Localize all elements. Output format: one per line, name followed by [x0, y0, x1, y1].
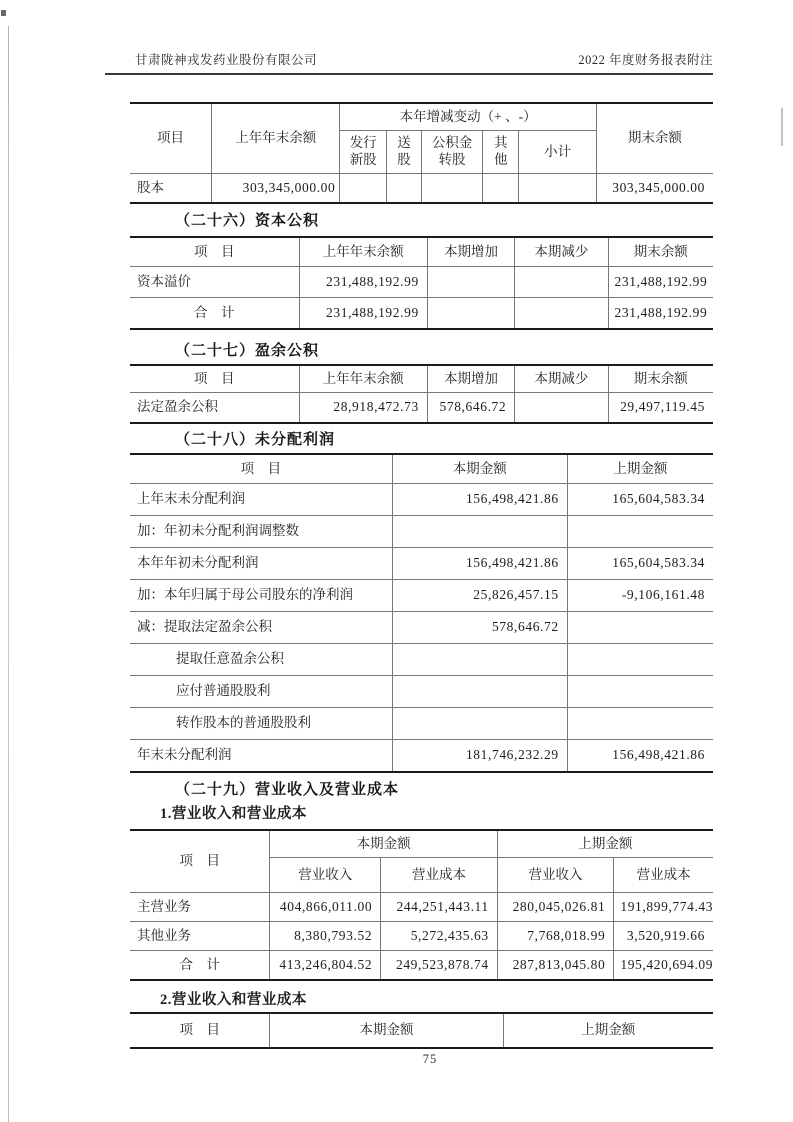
value-cell	[392, 708, 567, 740]
value-cell: 156,498,421.86	[392, 548, 567, 580]
item-cell: 转作股本的普通股股利	[130, 708, 392, 740]
table-row	[130, 267, 713, 298]
table-row	[130, 174, 713, 204]
value-cell: 280,045,026.81	[497, 893, 614, 922]
table-row	[130, 516, 713, 548]
value-cell: 303,345,000.00	[212, 174, 340, 204]
page-content	[130, 102, 713, 1049]
value-cell	[392, 676, 567, 708]
value-cell	[515, 393, 608, 424]
section-heading-surplus-reserve: （二十七）盈余公积	[175, 343, 320, 359]
value-cell	[567, 644, 713, 676]
column-header-cost: 营业成本	[614, 858, 713, 893]
table-row	[130, 708, 713, 740]
column-header-current-amount: 本期金额	[270, 1013, 503, 1048]
value-cell: 303,345,000.00	[596, 174, 713, 204]
revenue-cost-table	[130, 829, 713, 981]
column-header-decrease: 本期减少	[515, 237, 608, 267]
item-cell: 上年末未分配利润	[130, 484, 392, 516]
section-heading-undistributed-profit: （二十八）未分配利润	[175, 432, 336, 448]
table-row	[130, 612, 713, 644]
value-cell	[340, 174, 387, 204]
value-cell: 165,604,583.34	[567, 548, 713, 580]
value-cell	[421, 174, 482, 204]
value-cell: 165,604,583.34	[567, 484, 713, 516]
section-heading-capital-reserve: （二十六）资本公积	[175, 213, 320, 229]
column-header-ending-balance: 期末余额	[596, 103, 713, 174]
value-cell: 195,420,694.09	[614, 951, 713, 981]
column-header-reserve-conversion: 公积金转股	[421, 131, 482, 174]
table-row	[130, 548, 713, 580]
section-heading-operating-revenue: （二十九）营业收入及营业成本	[175, 782, 400, 798]
share-capital-table	[130, 102, 713, 204]
item-cell: 主营业务	[130, 893, 270, 922]
column-header-increase: 本期增加	[427, 237, 514, 267]
item-cell: 资本溢价	[130, 267, 299, 298]
value-cell: 7,768,018.99	[497, 922, 614, 951]
column-header-bonus-shares: 送股	[387, 131, 422, 174]
value-cell: 231,488,192.99	[299, 298, 427, 330]
value-cell	[427, 298, 514, 330]
column-header-other: 其他	[483, 131, 519, 174]
column-header-prior-balance: 上年年末余额	[299, 365, 427, 393]
value-cell	[515, 298, 608, 330]
table-row	[130, 740, 713, 773]
item-cell: 本年年初未分配利润	[130, 548, 392, 580]
item-cell: 提取任意盈余公积	[130, 644, 392, 676]
value-cell: 29,497,119.45	[608, 393, 713, 424]
table-row	[130, 393, 713, 424]
column-header-current-amount: 本期金额	[392, 454, 567, 484]
item-cell: 合 计	[130, 951, 270, 981]
column-header-revenue: 营业收入	[497, 858, 614, 893]
revenue-cost-table-2	[130, 1012, 713, 1049]
column-header-item: 项 目	[130, 1013, 270, 1048]
value-cell	[515, 267, 608, 298]
scan-artifact-right-mark	[781, 108, 783, 146]
value-cell	[519, 174, 597, 204]
table-row-total	[130, 951, 713, 981]
scan-artifact-left-line	[8, 26, 9, 1122]
value-cell: 156,498,421.86	[567, 740, 713, 773]
table-row	[130, 580, 713, 612]
item-cell: 年末未分配利润	[130, 740, 392, 773]
value-cell: 249,523,878.74	[381, 951, 498, 981]
column-header-current-amount: 本期金额	[270, 830, 497, 858]
column-header-item: 项 目	[130, 454, 392, 484]
value-cell: 231,488,192.99	[299, 267, 427, 298]
value-cell: 156,498,421.86	[392, 484, 567, 516]
column-header-item: 项 目	[130, 830, 270, 893]
value-cell: 287,813,045.80	[497, 951, 614, 981]
value-cell	[392, 516, 567, 548]
column-header-revenue: 营业收入	[270, 858, 381, 893]
document-title: 2022 年度财务报表附注	[578, 53, 713, 67]
item-cell: 其他业务	[130, 922, 270, 951]
item-cell: 应付普通股股利	[130, 676, 392, 708]
subsection-heading-revenue-1: 1.营业收入和营业成本	[160, 806, 307, 822]
item-cell: 法定盈余公积	[130, 393, 299, 424]
company-name: 甘肃陇神戎发药业股份有限公司	[135, 53, 318, 67]
column-header-prior-balance: 上年年末余额	[299, 237, 427, 267]
scan-artifact-speck	[1, 10, 6, 16]
column-header-cost: 营业成本	[381, 858, 498, 893]
column-header-item: 项 目	[130, 237, 299, 267]
table-row	[130, 893, 713, 922]
column-header-ending-balance: 期末余额	[608, 237, 713, 267]
value-cell: 578,646.72	[392, 612, 567, 644]
column-header-prior-amount: 上期金额	[503, 1013, 713, 1048]
value-cell: -9,106,161.48	[567, 580, 713, 612]
value-cell: 578,646.72	[427, 393, 514, 424]
table-row	[130, 484, 713, 516]
column-header-change-group: 本年增减变动（+ 、-）	[340, 103, 596, 131]
table-row	[130, 922, 713, 951]
value-cell	[567, 612, 713, 644]
value-cell	[567, 516, 713, 548]
value-cell: 231,488,192.99	[608, 267, 713, 298]
value-cell: 25,826,457.15	[392, 580, 567, 612]
undistributed-profit-table	[130, 453, 713, 773]
value-cell: 413,246,804.52	[270, 951, 381, 981]
column-header-item: 项目	[130, 103, 212, 174]
value-cell	[387, 174, 422, 204]
item-cell: 股本	[130, 174, 212, 204]
value-cell: 3,520,919.66	[614, 922, 713, 951]
column-header-prior-amount: 上期金额	[497, 830, 713, 858]
page-number: 75	[422, 1052, 438, 1066]
column-header-decrease: 本期减少	[515, 365, 608, 393]
column-header-prior-balance: 上年年末余额	[212, 103, 340, 174]
value-cell: 8,380,793.52	[270, 922, 381, 951]
column-header-ending-balance: 期末余额	[608, 365, 713, 393]
value-cell	[392, 644, 567, 676]
value-cell: 5,272,435.63	[381, 922, 498, 951]
header-rule	[105, 73, 713, 75]
value-cell	[483, 174, 519, 204]
page-header	[105, 50, 713, 68]
column-header-item: 项 目	[130, 365, 299, 393]
value-cell	[567, 676, 713, 708]
item-cell: 减：提取法定盈余公积	[130, 612, 392, 644]
value-cell: 244,251,443.11	[381, 893, 498, 922]
value-cell: 191,899,774.43	[614, 893, 713, 922]
item-cell: 合 计	[130, 298, 299, 330]
value-cell	[567, 708, 713, 740]
column-header-new-issue: 发行新股	[340, 131, 387, 174]
value-cell: 404,866,011.00	[270, 893, 381, 922]
surplus-reserve-table	[130, 364, 713, 424]
item-cell: 加：本年归属于母公司股东的净利润	[130, 580, 392, 612]
capital-reserve-table	[130, 236, 713, 330]
table-row	[130, 644, 713, 676]
table-row	[130, 676, 713, 708]
item-cell: 加：年初未分配利润调整数	[130, 516, 392, 548]
table-row-total	[130, 298, 713, 330]
value-cell: 231,488,192.99	[608, 298, 713, 330]
column-header-subtotal: 小计	[519, 131, 597, 174]
subsection-heading-revenue-2: 2.营业收入和营业成本	[160, 992, 307, 1008]
value-cell: 181,746,232.29	[392, 740, 567, 773]
value-cell	[427, 267, 514, 298]
column-header-increase: 本期增加	[427, 365, 514, 393]
value-cell: 28,918,472.73	[299, 393, 427, 424]
column-header-prior-amount: 上期金额	[567, 454, 713, 484]
